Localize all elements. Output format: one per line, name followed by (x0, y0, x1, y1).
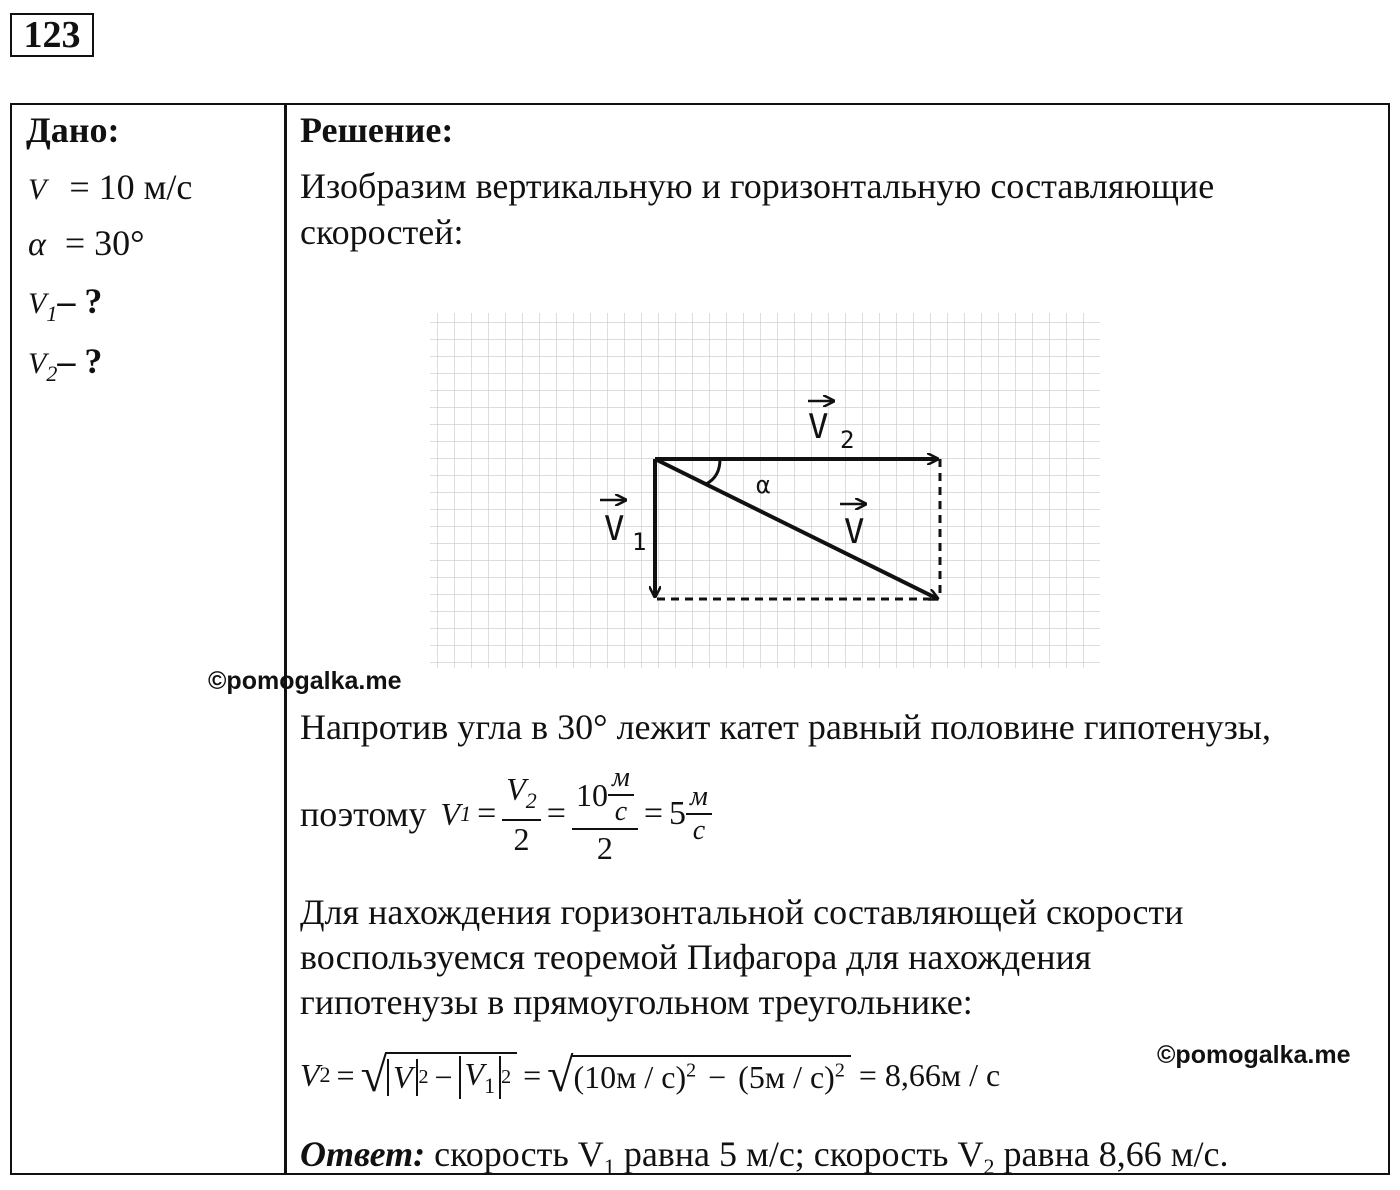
given-title: Дано: (26, 110, 120, 150)
watermark-bottom: ©pomogalka.me (1157, 1041, 1351, 1069)
fraction-10ms-over-2: 10 $\frac{м}{с}$ 2 (572, 762, 638, 866)
svg-text:1: 1 (632, 528, 647, 556)
label-alpha: α (756, 471, 771, 499)
svg-text:2: 2 (840, 426, 855, 454)
label-v (840, 504, 866, 552)
svg-text:V: V (808, 407, 829, 447)
svg-text:V: V (604, 509, 625, 549)
column-divider (284, 103, 287, 1175)
statement-line: Напротив угла в 30° лежит катет равный половине гипотенузы, (300, 707, 1271, 747)
watermark-top: ©pomogalka.me (208, 667, 402, 695)
formula-v1: поэтому V 1 = $\frac{V_2}{2}$ = 10 $\frac{м}{с}$ 2 = 5 $\frac{м}{с}$ (300, 762, 712, 866)
problem-number: 123 (10, 13, 94, 57)
intro-line-1: Изобразим вертикальную и горизонтальную составляющие (300, 166, 1215, 206)
intro-line-2: скоростей: (300, 212, 464, 252)
given-angle: α = 30° (28, 223, 145, 263)
answer-line: Ответ: скорость $V_1$ равна 5 м/с; скорость $V_2$ равна 8,66 м/с. (300, 1134, 1229, 1179)
pythagoras-line-1: Для нахождения горизонтальной составляющей скорости (300, 892, 1184, 932)
unknown-v1: $V_1-$ ? (28, 281, 103, 326)
pythagoras-line-2: воспользуемся теоремой Пифагора для нахождения (300, 937, 1092, 977)
formula-v2: V 2 = √ V 2 − $V_1$ 2 = √ (10м / с)$^2$ − (5м / с)$^2$ = 8,66м / с (300, 1048, 1001, 1102)
solution-title: Решение: (300, 110, 454, 150)
pythagoras-line-3: гипотенузы в прямоугольном треугольнике: (300, 982, 973, 1022)
svg-text:V: V (844, 512, 865, 552)
result-unit: $\frac{м}{с}$ (686, 781, 712, 847)
fraction-v2-over-2: $\frac{V_2}{2}$ (502, 771, 541, 857)
given-speed: V = 10 м/с (28, 167, 193, 207)
unknown-v2: $V_2-$ ? (28, 341, 103, 386)
vector-diagram (420, 305, 1120, 685)
